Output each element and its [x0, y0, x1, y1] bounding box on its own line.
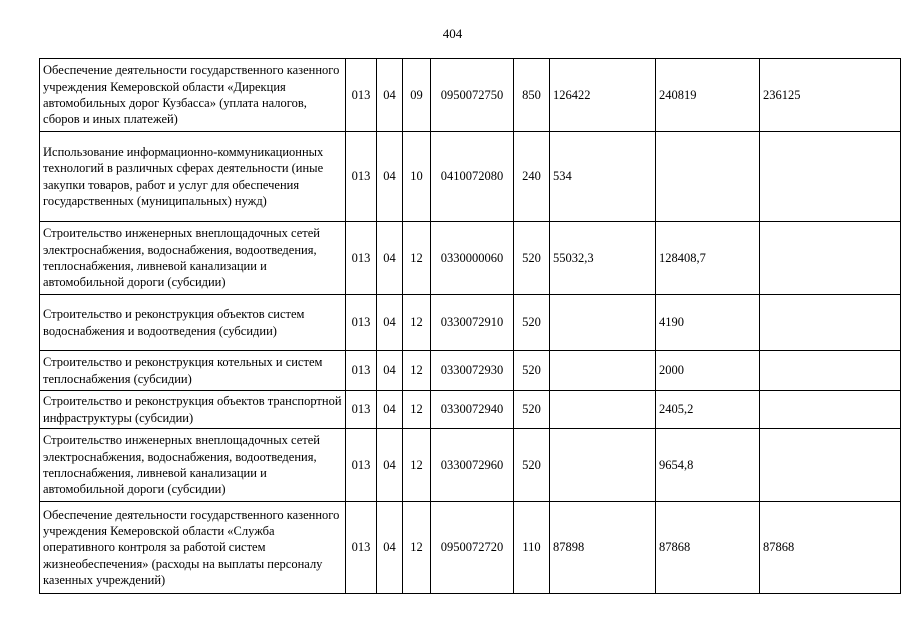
ministry-code: 013: [346, 222, 377, 295]
amount-year-2: 2405,2: [656, 391, 760, 429]
row-description: Строительство и реконструкция котельных и систем теплоснабжения (субсидии): [40, 351, 346, 391]
amount-year-2: [656, 132, 760, 222]
subsection-code: 09: [403, 59, 431, 132]
section-code: 04: [377, 59, 403, 132]
subsection-code: 12: [403, 502, 431, 594]
subsection-code: 12: [403, 351, 431, 391]
section-code: 04: [377, 222, 403, 295]
amount-year-3: [760, 391, 901, 429]
amount-year-1: [550, 295, 656, 351]
amount-year-3: [760, 429, 901, 502]
amount-year-3: [760, 132, 901, 222]
amount-year-2: 128408,7: [656, 222, 760, 295]
expense-type-code: 520: [514, 295, 550, 351]
expense-type-code: 520: [514, 391, 550, 429]
subsection-code: 12: [403, 429, 431, 502]
section-code: 04: [377, 351, 403, 391]
amount-year-1: 126422: [550, 59, 656, 132]
table-row: [40, 295, 901, 351]
section-code: 04: [377, 429, 403, 502]
amount-year-2: 2000: [656, 351, 760, 391]
expense-type-code: 520: [514, 222, 550, 295]
amount-year-1: [550, 391, 656, 429]
table-row: [40, 59, 901, 132]
target-article-code: 0330072940: [431, 391, 514, 429]
ministry-code: 013: [346, 429, 377, 502]
target-article-code: 0330072930: [431, 351, 514, 391]
subsection-code: 12: [403, 391, 431, 429]
amount-year-2: 240819: [656, 59, 760, 132]
table-row: [40, 132, 901, 222]
row-description: Обеспечение деятельности государственного казенного учреждения Кемеровской области «Служба оперативного контроля за работой систем жизнеобеспечения» (расходы на выплаты персоналу казенных учреждений): [40, 502, 346, 594]
amount-year-2: 87868: [656, 502, 760, 594]
table-row: [40, 222, 901, 295]
amount-year-2: 4190: [656, 295, 760, 351]
target-article-code: 0330000060: [431, 222, 514, 295]
ministry-code: 013: [346, 132, 377, 222]
subsection-code: 12: [403, 295, 431, 351]
amount-year-2: 9654,8: [656, 429, 760, 502]
row-description: Строительство и реконструкция объектов транспортной инфраструктуры (субсидии): [40, 391, 346, 429]
ministry-code: 013: [346, 351, 377, 391]
row-description: Строительство инженерных внеплощадочных сетей электроснабжения, водоснабжения, водоотведения, теплоснабжения, ливневой канализации и автомобильной дороги (субсидии): [40, 222, 346, 295]
amount-year-3: 87868: [760, 502, 901, 594]
target-article-code: 0950072750: [431, 59, 514, 132]
table-row: [40, 429, 901, 502]
table-row: [40, 391, 901, 429]
amount-year-1: 87898: [550, 502, 656, 594]
amount-year-3: [760, 222, 901, 295]
ministry-code: 013: [346, 295, 377, 351]
row-description: Использование информационно-коммуникационных технологий в различных сферах деятельности (иные закупки товаров, работ и услуг для обеспечения государственных (муниципальных) нужд): [40, 132, 346, 222]
row-description: Обеспечение деятельности государственного казенного учреждения Кемеровской области «Дирекция автомобильных дорог Кузбасса» (уплата налогов, сборов и иных платежей): [40, 59, 346, 132]
amount-year-1: [550, 351, 656, 391]
subsection-code: 10: [403, 132, 431, 222]
ministry-code: 013: [346, 391, 377, 429]
amount-year-3: [760, 351, 901, 391]
amount-year-1: [550, 429, 656, 502]
row-description: Строительство и реконструкция объектов систем водоснабжения и водоотведения (субсидии): [40, 295, 346, 351]
expense-type-code: 110: [514, 502, 550, 594]
expense-type-code: 240: [514, 132, 550, 222]
ministry-code: 013: [346, 502, 377, 594]
subsection-code: 12: [403, 222, 431, 295]
amount-year-1: 55032,3: [550, 222, 656, 295]
target-article-code: 0330072910: [431, 295, 514, 351]
table-row: [40, 351, 901, 391]
page-number: 404: [442, 26, 463, 41]
expense-type-code: 850: [514, 59, 550, 132]
section-code: 04: [377, 132, 403, 222]
amount-year-3: 236125: [760, 59, 901, 132]
expense-type-code: 520: [514, 351, 550, 391]
expense-type-code: 520: [514, 429, 550, 502]
section-code: 04: [377, 502, 403, 594]
budget-table: [39, 58, 901, 594]
section-code: 04: [377, 295, 403, 351]
amount-year-1: 534: [550, 132, 656, 222]
amount-year-3: [760, 295, 901, 351]
section-code: 04: [377, 391, 403, 429]
row-description: Строительство инженерных внеплощадочных сетей электроснабжения, водоснабжения, водоотведения, теплоснабжения, ливневой канализации и автомобильной дороги (субсидии): [40, 429, 346, 502]
target-article-code: 0950072720: [431, 502, 514, 594]
target-article-code: 0410072080: [431, 132, 514, 222]
table-row: [40, 502, 901, 594]
ministry-code: 013: [346, 59, 377, 132]
target-article-code: 0330072960: [431, 429, 514, 502]
